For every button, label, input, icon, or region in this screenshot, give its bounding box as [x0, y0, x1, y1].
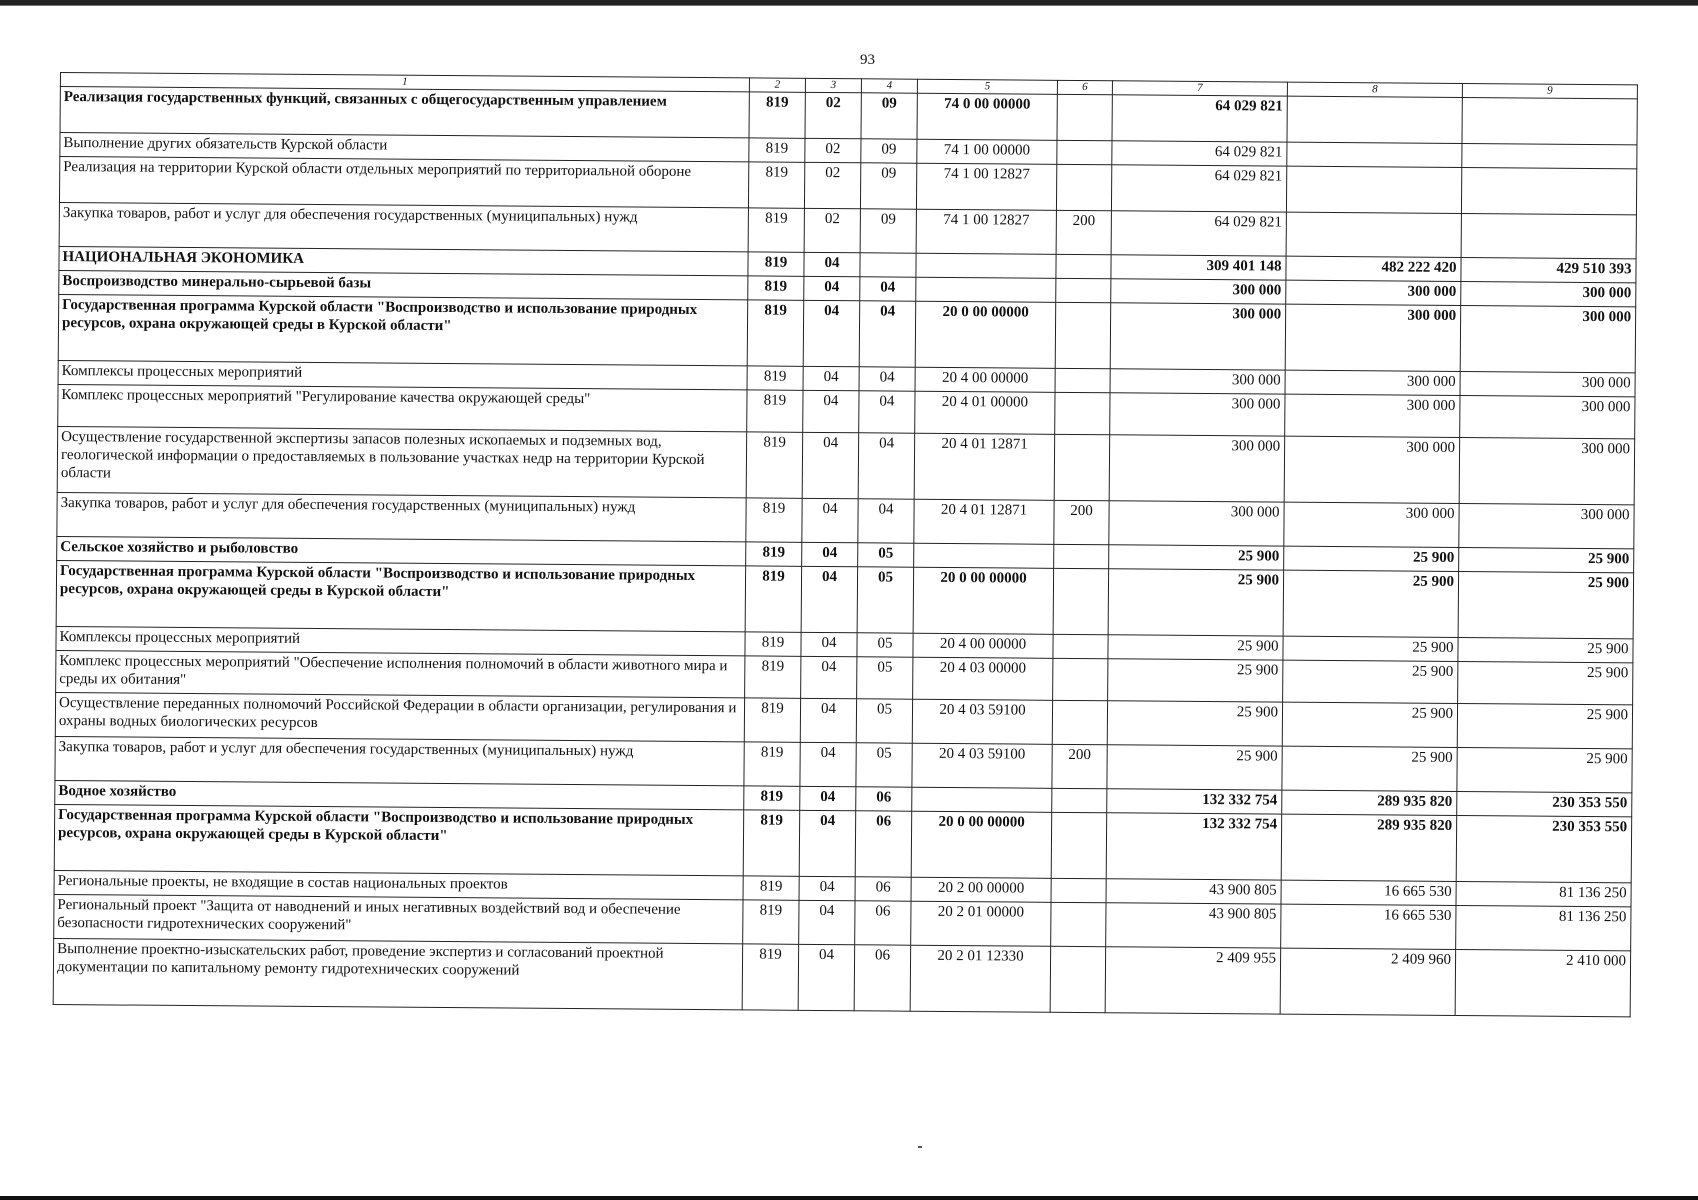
cell-ministry-code: 819	[746, 542, 802, 566]
header-col-4: 4	[861, 79, 917, 93]
table-body	[53, 87, 1637, 1017]
cell-expense-type	[1051, 812, 1107, 878]
cell-target-article: 20 4 01 00000	[915, 391, 1055, 434]
cell-section: 04	[802, 432, 859, 498]
cell-amount-col7: 43 900 805	[1106, 903, 1281, 948]
cell-amount-col9: 300 000	[1461, 282, 1636, 307]
cell-ministry-code: 819	[742, 944, 799, 1010]
cell-section: 04	[803, 366, 859, 390]
cell-subsection: 06	[854, 945, 911, 1011]
row-name: Сельское хозяйство и рыболовство	[57, 536, 746, 565]
cell-amount-col9	[1461, 168, 1636, 215]
cell-ministry-code: 819	[748, 208, 804, 252]
cell-expense-type	[1056, 164, 1111, 210]
table-row	[56, 560, 1633, 638]
cell-subsection: 04	[859, 391, 915, 433]
table-row	[58, 294, 1635, 372]
cell-ministry-code: 819	[746, 432, 803, 498]
cell-target-article: 20 4 03 59100	[912, 699, 1052, 744]
cell-amount-col9: 300 000	[1460, 396, 1635, 439]
cell-amount-col7: 300 000	[1111, 279, 1286, 304]
row-name: Закупка товаров, работ и услуг для обеспечения государственных (муниципальных) нужд	[59, 202, 748, 251]
cell-ministry-code: 819	[743, 876, 799, 900]
cell-amount-col9: 81 136 250	[1456, 905, 1631, 950]
cell-amount-col7: 309 401 148	[1111, 255, 1286, 280]
cell-amount-col9: 230 353 550	[1456, 815, 1632, 882]
scan-artifact	[918, 1146, 922, 1148]
cell-section: 04	[799, 810, 856, 876]
cell-subsection: 04	[860, 277, 916, 301]
header-col-5: 5	[917, 79, 1057, 94]
cell-expense-type	[1055, 392, 1110, 434]
cell-amount-col8: 300 000	[1284, 436, 1460, 503]
row-name: Региональный проект "Защита от наводнений и иных негативных воздействий вод и обеспечение безопасности гидротехнических сооружений"	[54, 894, 743, 943]
cell-expense-type	[1056, 278, 1111, 302]
cell-amount-col9: 25 900	[1459, 548, 1634, 573]
cell-expense-type	[1052, 788, 1107, 812]
row-name: Комплексы процессных мероприятий	[58, 360, 747, 389]
cell-ministry-code: 819	[747, 366, 803, 390]
cell-section: 04	[804, 252, 860, 276]
cell-expense-type: 200	[1052, 744, 1107, 788]
cell-section: 04	[798, 944, 855, 1010]
cell-amount-col7: 25 900	[1109, 545, 1284, 570]
cell-amount-col9: 300 000	[1459, 504, 1634, 549]
row-name: Водное хозяйство	[55, 780, 744, 809]
cell-ministry-code: 819	[748, 162, 804, 208]
cell-subsection: 05	[856, 743, 912, 787]
cell-target-article: 20 2 00 00000	[911, 877, 1051, 902]
cell-amount-col8: 289 935 820	[1282, 790, 1457, 815]
cell-ministry-code: 819	[744, 786, 800, 810]
cell-expense-type	[1055, 302, 1111, 368]
row-name: Выполнение других обязательств Курской области	[60, 133, 749, 162]
cell-amount-col9: 429 510 393	[1461, 258, 1636, 283]
cell-amount-col9: 25 900	[1457, 703, 1632, 748]
cell-ministry-code: 819	[744, 742, 800, 786]
cell-amount-col8: 25 900	[1282, 746, 1457, 791]
cell-amount-col8: 16 665 530	[1281, 880, 1456, 905]
cell-section: 04	[799, 900, 855, 944]
cell-amount-col7: 25 900	[1107, 701, 1282, 746]
cell-amount-col8: 25 900	[1284, 546, 1459, 571]
cell-amount-col8	[1286, 212, 1461, 257]
cell-expense-type	[1054, 544, 1109, 568]
cell-ministry-code: 819	[746, 498, 802, 542]
cell-ministry-code: 819	[749, 92, 805, 138]
cell-amount-col7: 64 029 821	[1111, 165, 1286, 212]
cell-section: 04	[804, 276, 860, 300]
cell-amount-col7: 300 000	[1109, 435, 1285, 502]
cell-subsection: 09	[860, 163, 916, 209]
cell-target-article	[914, 543, 1054, 568]
cell-ministry-code: 819	[743, 900, 799, 944]
cell-target-article: 20 2 01 00000	[911, 901, 1051, 946]
cell-target-article: 20 4 00 00000	[915, 367, 1055, 392]
cell-expense-type	[1050, 946, 1106, 1012]
cell-subsection: 05	[857, 567, 914, 633]
cell-section: 04	[800, 742, 856, 786]
cell-amount-col8: 2 409 960	[1280, 948, 1456, 1015]
cell-target-article: 20 4 00 00000	[913, 633, 1053, 658]
cell-section: 04	[800, 698, 856, 742]
cell-ministry-code: 819	[748, 276, 804, 300]
cell-target-article: 20 4 01 12871	[914, 433, 1055, 500]
cell-subsection: 04	[858, 499, 914, 543]
cell-amount-col7: 300 000	[1110, 393, 1285, 436]
cell-subsection: 05	[856, 699, 912, 743]
cell-expense-type	[1051, 878, 1106, 902]
cell-section: 04	[802, 498, 858, 542]
cell-target-article: 20 4 01 12871	[914, 499, 1054, 544]
header-col-1: 1	[60, 73, 749, 92]
cell-amount-col7: 300 000	[1110, 369, 1285, 394]
cell-amount-col8: 300 000	[1285, 304, 1461, 371]
cell-subsection: 09	[861, 139, 917, 163]
cell-subsection: 04	[858, 433, 915, 499]
cell-amount-col8: 25 900	[1283, 636, 1458, 661]
cell-amount-col8	[1287, 142, 1462, 167]
cell-section: 04	[801, 656, 857, 698]
cell-expense-type: 200	[1054, 500, 1109, 544]
cell-amount-col9	[1462, 98, 1637, 145]
cell-expense-type: 200	[1056, 210, 1111, 254]
cell-subsection: 06	[855, 811, 912, 877]
cell-amount-col7: 64 029 821	[1112, 141, 1287, 166]
row-name: Осуществление переданных полномочий Российской Федерации в области организации, регулирования и охраны водных биологических ресурсов	[55, 692, 744, 741]
cell-target-article: 20 4 03 00000	[913, 657, 1053, 700]
table-row	[57, 426, 1634, 504]
cell-amount-col9: 25 900	[1457, 747, 1632, 792]
cell-target-article: 20 4 03 59100	[912, 743, 1052, 788]
cell-section: 02	[804, 162, 860, 208]
cell-amount-col8	[1286, 166, 1461, 213]
cell-expense-type	[1053, 658, 1108, 700]
cell-amount-col7: 43 900 805	[1106, 879, 1281, 904]
cell-subsection: 05	[857, 657, 913, 699]
row-name: Комплексы процессных мероприятий	[56, 626, 745, 655]
cell-target-article: 20 0 00 00000	[913, 567, 1054, 634]
cell-section: 04	[801, 566, 858, 632]
row-name: Закупка товаров, работ и услуг для обеспечения государственных (муниципальных) нужд	[57, 492, 746, 541]
header-col-6: 6	[1057, 80, 1112, 94]
row-name: Реализация на территории Курской области отдельных мероприятий по территориальной обороне	[59, 157, 748, 208]
cell-amount-col7: 25 900	[1108, 569, 1284, 636]
cell-subsection: 04	[859, 301, 916, 367]
cell-amount-col7: 132 332 754	[1107, 789, 1282, 814]
header-col-8: 8	[1287, 82, 1462, 97]
cell-section: 04	[803, 390, 859, 432]
cell-subsection: 05	[857, 633, 913, 657]
row-name: НАЦИОНАЛЬНАЯ ЭКОНОМИКА	[59, 246, 748, 275]
page-number: 93	[860, 52, 875, 68]
row-name: Комплекс процессных мероприятий "Обеспечение исполнения полномочий в области животного мира и среды их обитания"	[56, 650, 745, 697]
cell-ministry-code: 819	[745, 566, 802, 632]
cell-amount-col8: 300 000	[1285, 394, 1460, 437]
cell-amount-col7: 64 029 821	[1111, 211, 1286, 256]
header-col-3: 3	[805, 78, 861, 92]
cell-section: 04	[801, 632, 857, 656]
cell-ministry-code: 819	[745, 656, 801, 698]
cell-subsection: 09	[861, 93, 917, 139]
cell-ministry-code: 819	[747, 300, 804, 366]
cell-amount-col9: 25 900	[1458, 637, 1633, 662]
cell-amount-col8: 25 900	[1282, 702, 1457, 747]
header-col-2: 2	[749, 78, 805, 92]
cell-amount-col9: 81 136 250	[1456, 881, 1631, 906]
header-col-9: 9	[1462, 84, 1637, 99]
row-name: Региональные проекты, не входящие в состав национальных проектов	[54, 870, 743, 899]
cell-target-article: 20 0 00 00000	[915, 301, 1056, 368]
cell-amount-col7: 25 900	[1107, 745, 1282, 790]
row-name: Осуществление государственной экспертизы запасов полезных ископаемых и подземных вод, геологической информации о предоставляемых в пользование участках недр на территории Курской области	[57, 426, 746, 497]
header-col-7: 7	[1112, 81, 1287, 96]
cell-amount-col7: 25 900	[1108, 635, 1283, 660]
cell-amount-col8: 25 900	[1283, 570, 1459, 637]
cell-ministry-code: 819	[745, 632, 801, 656]
row-name: Комплекс процессных мероприятий "Регулирование качества окружающей среды"	[58, 384, 747, 431]
cell-target-article: 20 2 01 12330	[910, 945, 1051, 1012]
cell-amount-col8: 25 900	[1283, 660, 1458, 703]
cell-expense-type	[1052, 700, 1107, 744]
cell-expense-type	[1055, 368, 1110, 392]
row-name: Государственная программа Курской области "Воспроизводство и использование природных ресурсов, охрана окружающей среды в Курской области"	[54, 804, 743, 875]
cell-expense-type	[1053, 568, 1109, 634]
scan-top-edge-line	[0, 5, 1698, 6]
table-row	[53, 938, 1630, 1016]
cell-section: 04	[799, 876, 855, 900]
row-name: Выполнение проектно-изыскательских работ, проведение экспертиз и согласований проектной документации по капитальному ремонту гидротехнических сооружений	[53, 938, 742, 1009]
row-name: Закупка товаров, работ и услуг для обеспечения государственных (муниципальных) нужд	[55, 736, 744, 785]
cell-subsection: 06	[855, 901, 911, 945]
cell-ministry-code: 819	[744, 698, 800, 742]
cell-expense-type	[1056, 254, 1111, 278]
cell-target-article	[916, 253, 1056, 278]
cell-section: 02	[805, 138, 861, 162]
table-row	[54, 804, 1631, 882]
cell-amount-col8: 16 665 530	[1281, 904, 1456, 949]
cell-target-article: 74 1 00 00000	[917, 139, 1057, 164]
row-name: Воспроизводство минерально-сырьевой базы	[59, 270, 748, 299]
cell-subsection: 06	[855, 877, 911, 901]
cell-amount-col8: 482 222 420	[1286, 256, 1461, 281]
cell-amount-col9: 300 000	[1460, 372, 1635, 397]
budget-table	[53, 72, 1638, 1017]
cell-amount-col9: 25 900	[1458, 661, 1633, 704]
cell-target-article: 74 1 00 12827	[916, 209, 1056, 254]
cell-subsection: 06	[856, 787, 912, 811]
cell-section: 04	[802, 542, 858, 566]
cell-amount-col7: 25 900	[1108, 659, 1283, 702]
cell-amount-col7: 300 000	[1110, 303, 1286, 370]
row-name: Государственная программа Курской области "Воспроизводство и использование природных ресурсов, охрана окружающей среды в Курской области"	[58, 294, 747, 365]
cell-subsection	[860, 253, 916, 277]
cell-section: 02	[804, 208, 860, 252]
cell-amount-col9	[1462, 144, 1637, 169]
cell-expense-type	[1054, 434, 1110, 500]
cell-amount-col9: 300 000	[1459, 438, 1635, 505]
cell-expense-type	[1053, 634, 1108, 658]
cell-subsection: 09	[860, 209, 916, 253]
cell-ministry-code: 819	[749, 138, 805, 162]
scan-bottom-edge	[0, 1196, 1698, 1200]
cell-amount-col9	[1461, 214, 1636, 259]
cell-amount-col8: 289 935 820	[1281, 814, 1457, 881]
cell-target-article: 20 0 00 00000	[911, 811, 1052, 878]
cell-section: 02	[805, 92, 861, 138]
budget-table-container	[53, 72, 1638, 1017]
cell-section: 04	[800, 786, 856, 810]
cell-amount-col8	[1287, 96, 1462, 143]
cell-amount-col8: 300 000	[1285, 370, 1460, 395]
cell-amount-col9: 25 900	[1458, 572, 1634, 639]
row-name: Реализация государственных функций, связанных с общегосударственным управлением	[60, 87, 749, 138]
cell-target-article: 74 1 00 12827	[916, 163, 1056, 210]
cell-amount-col7: 300 000	[1109, 501, 1284, 546]
cell-ministry-code: 819	[747, 390, 803, 432]
cell-section: 04	[803, 300, 860, 366]
cell-amount-col9: 2 410 000	[1455, 949, 1631, 1016]
cell-amount-col7: 2 409 955	[1105, 947, 1281, 1014]
cell-amount-col8: 300 000	[1286, 280, 1461, 305]
cell-expense-type	[1057, 140, 1112, 164]
cell-amount-col7: 132 332 754	[1106, 813, 1282, 880]
cell-target-article	[916, 277, 1056, 302]
cell-subsection: 05	[858, 543, 914, 567]
cell-amount-col9: 300 000	[1460, 306, 1636, 373]
cell-amount-col7: 64 029 821	[1112, 95, 1287, 142]
cell-ministry-code: 819	[743, 810, 800, 876]
cell-target-article	[912, 787, 1052, 812]
cell-subsection: 04	[859, 367, 915, 391]
cell-amount-col9: 230 353 550	[1457, 791, 1632, 816]
cell-expense-type	[1057, 94, 1112, 140]
cell-amount-col8: 300 000	[1284, 502, 1459, 547]
cell-ministry-code: 819	[748, 252, 804, 276]
row-name: Государственная программа Курской области "Воспроизводство и использование природных ресурсов, охрана окружающей среды в Курской области"	[56, 560, 745, 631]
cell-expense-type	[1051, 902, 1106, 946]
cell-target-article: 74 0 00 00000	[917, 93, 1057, 140]
